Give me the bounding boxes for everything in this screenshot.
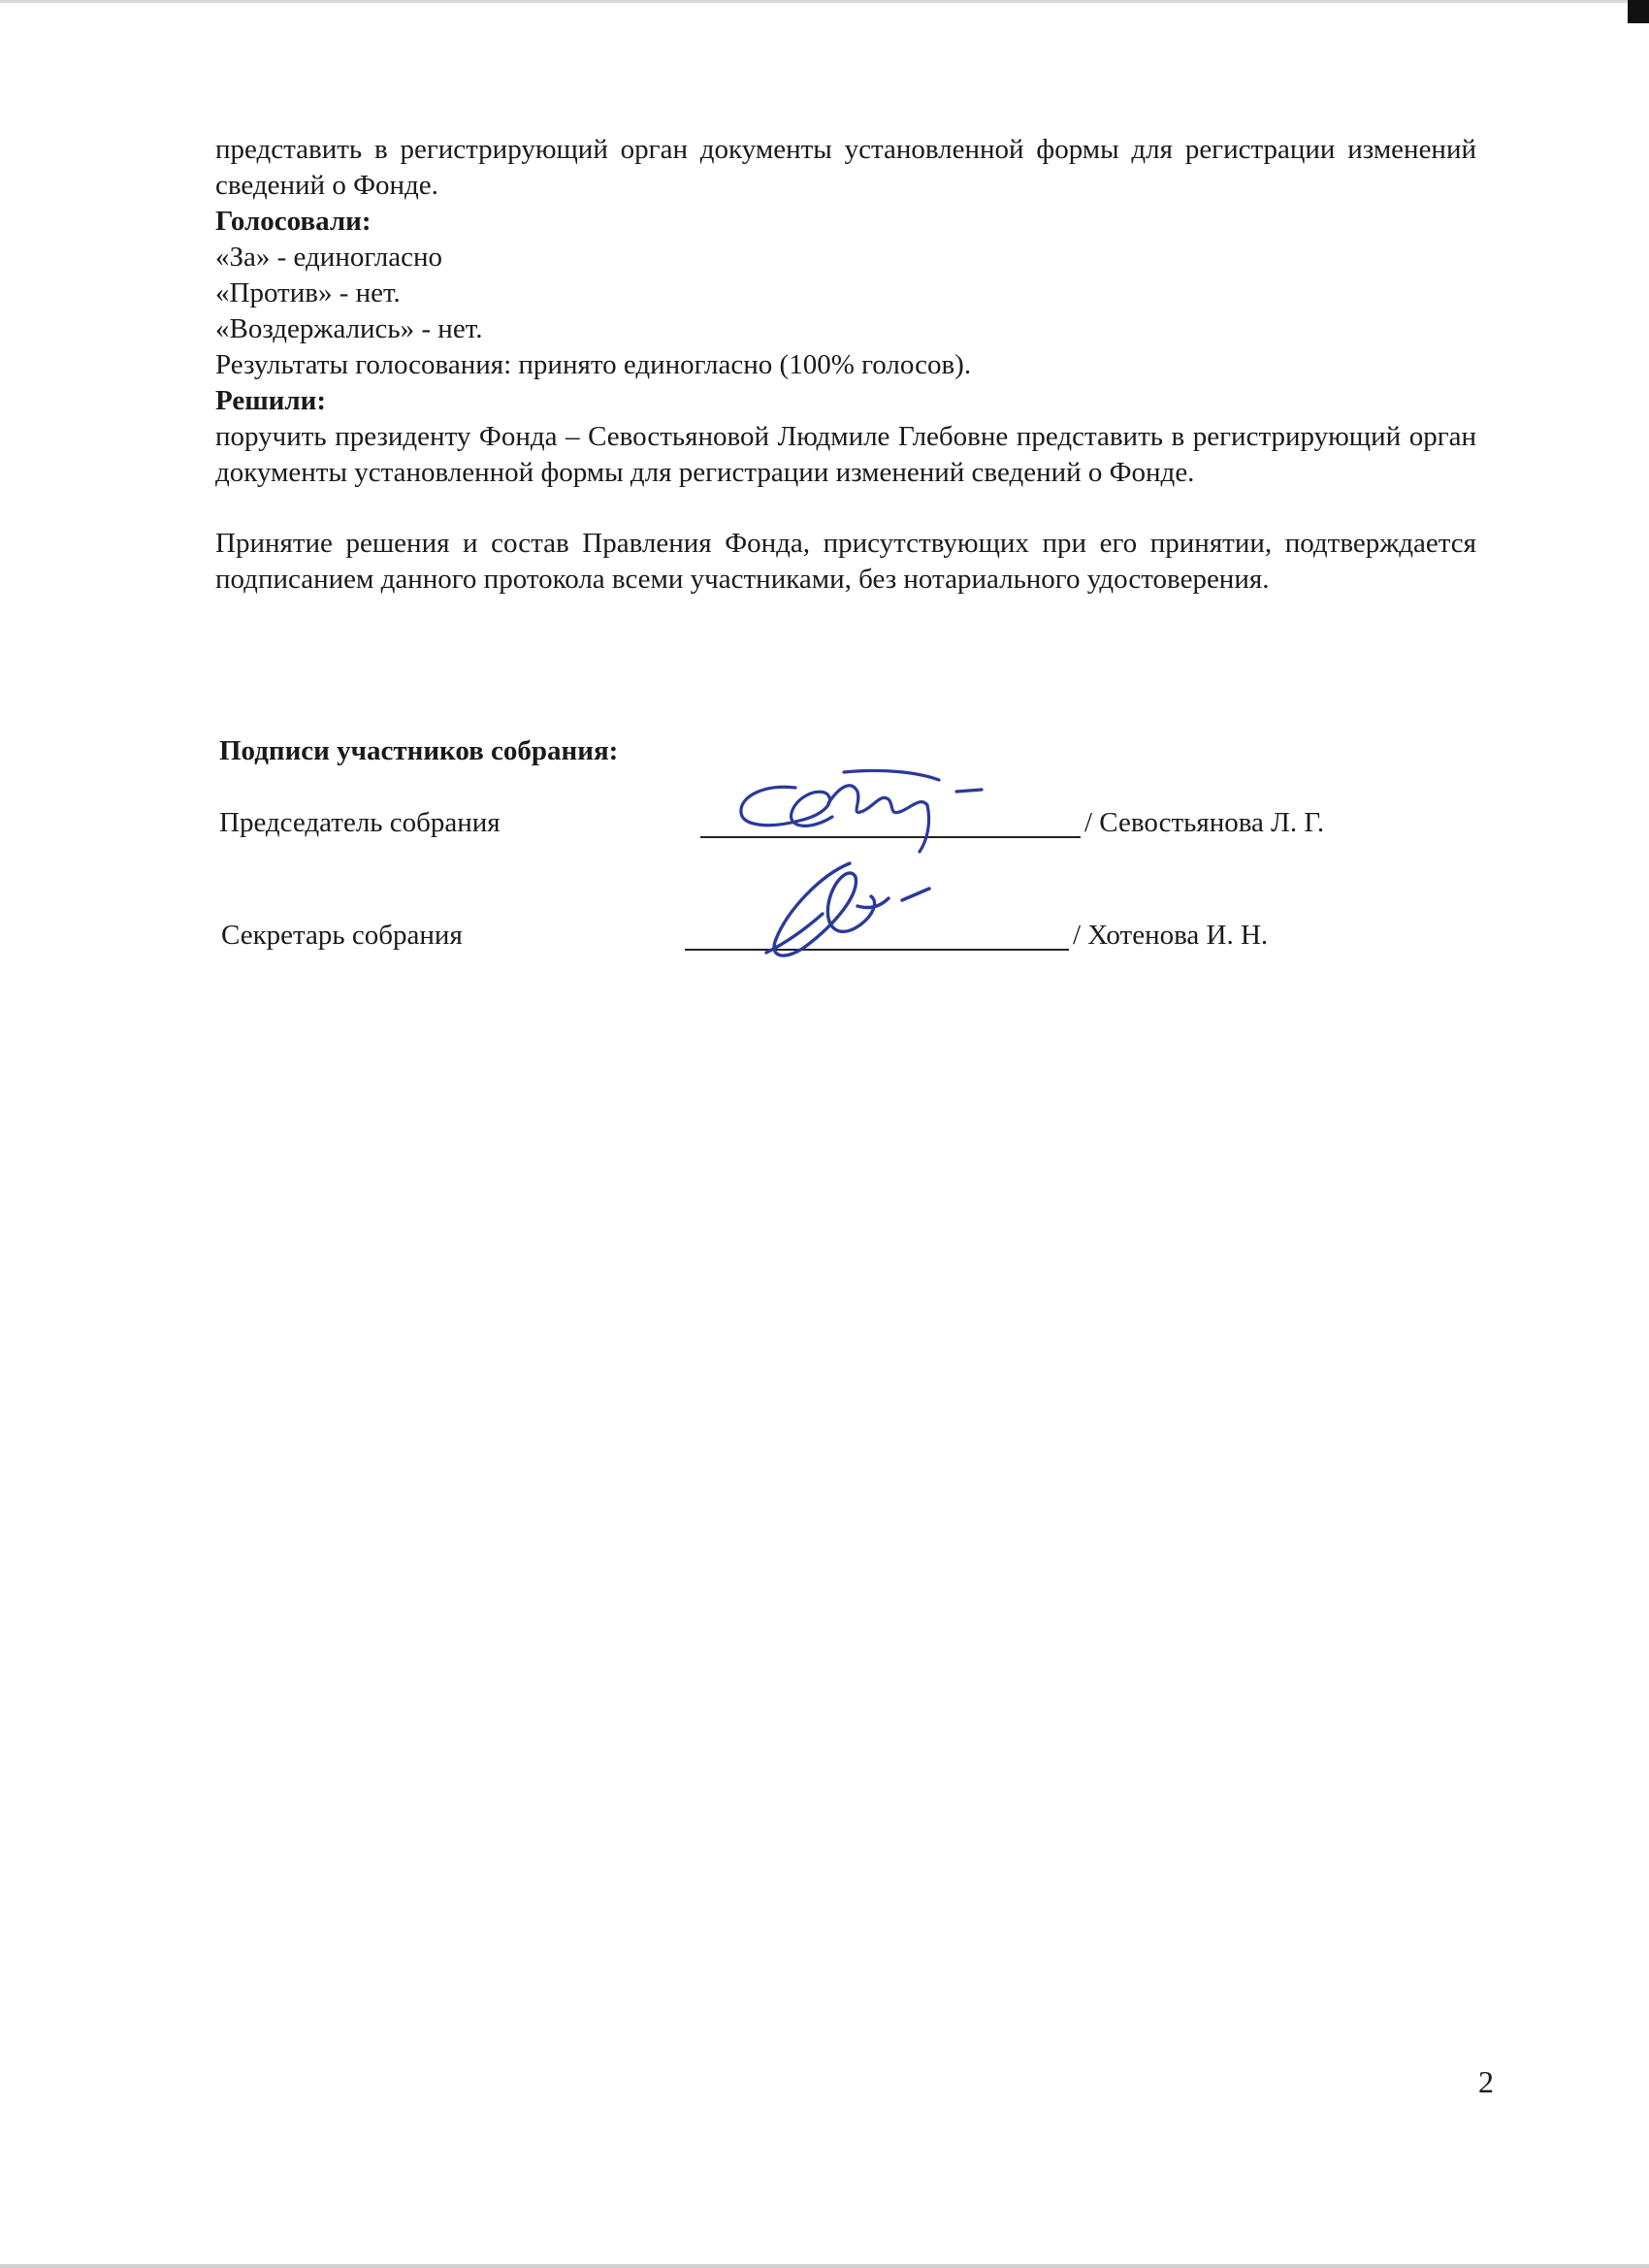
voting-result: Результаты голосования: принято единогласно (100% голосов).: [215, 349, 972, 380]
decision-paragraph: поручить президенту Фонда – Севостьяновой Людмиле Глебовне представить в регистрирующий орган документы установленной формы для регистрации изменений сведений о Фонде.: [215, 421, 1476, 488]
chairman-name: / Севостьянова Л. Г.: [1084, 807, 1325, 838]
scan-edge-top: [0, 0, 1649, 3]
scan-edge-bottom: [0, 2264, 1649, 2268]
vote-against: «Против» - нет.: [215, 277, 401, 308]
chairman-role: Председатель собрания: [219, 807, 501, 838]
signatures-heading: Подписи участников собрания:: [219, 735, 619, 766]
vote-for: «За» - единогласно: [215, 242, 442, 273]
secretary-role: Секретарь собрания: [221, 920, 463, 951]
voted-heading: Голосовали:: [215, 206, 372, 237]
vote-abstained: «Воздержались» - нет.: [215, 313, 483, 344]
chairman-signature-line: [700, 836, 1081, 838]
secretary-signature-line: [685, 949, 1069, 951]
confirmation-paragraph: Принятие решения и состав Правления Фонда, присутствующих при его принятии, подтверждается подписанием данного протокола всеми участниками, без нотариального удостоверения.: [215, 528, 1476, 595]
document-body: [215, 132, 1476, 598]
secretary-handwritten-signature: [743, 846, 956, 972]
page-number: 2: [1478, 2064, 1494, 2099]
decided-heading: Решили:: [215, 385, 327, 416]
scan-edge-corner: [1628, 0, 1649, 23]
secretary-name: / Хотенова И. Н.: [1073, 920, 1269, 951]
intro-paragraph: представить в регистрирующий орган документы установленной формы для регистрации изменений сведений о Фонде.: [215, 134, 1476, 201]
chairman-handwritten-signature: [728, 759, 1009, 856]
